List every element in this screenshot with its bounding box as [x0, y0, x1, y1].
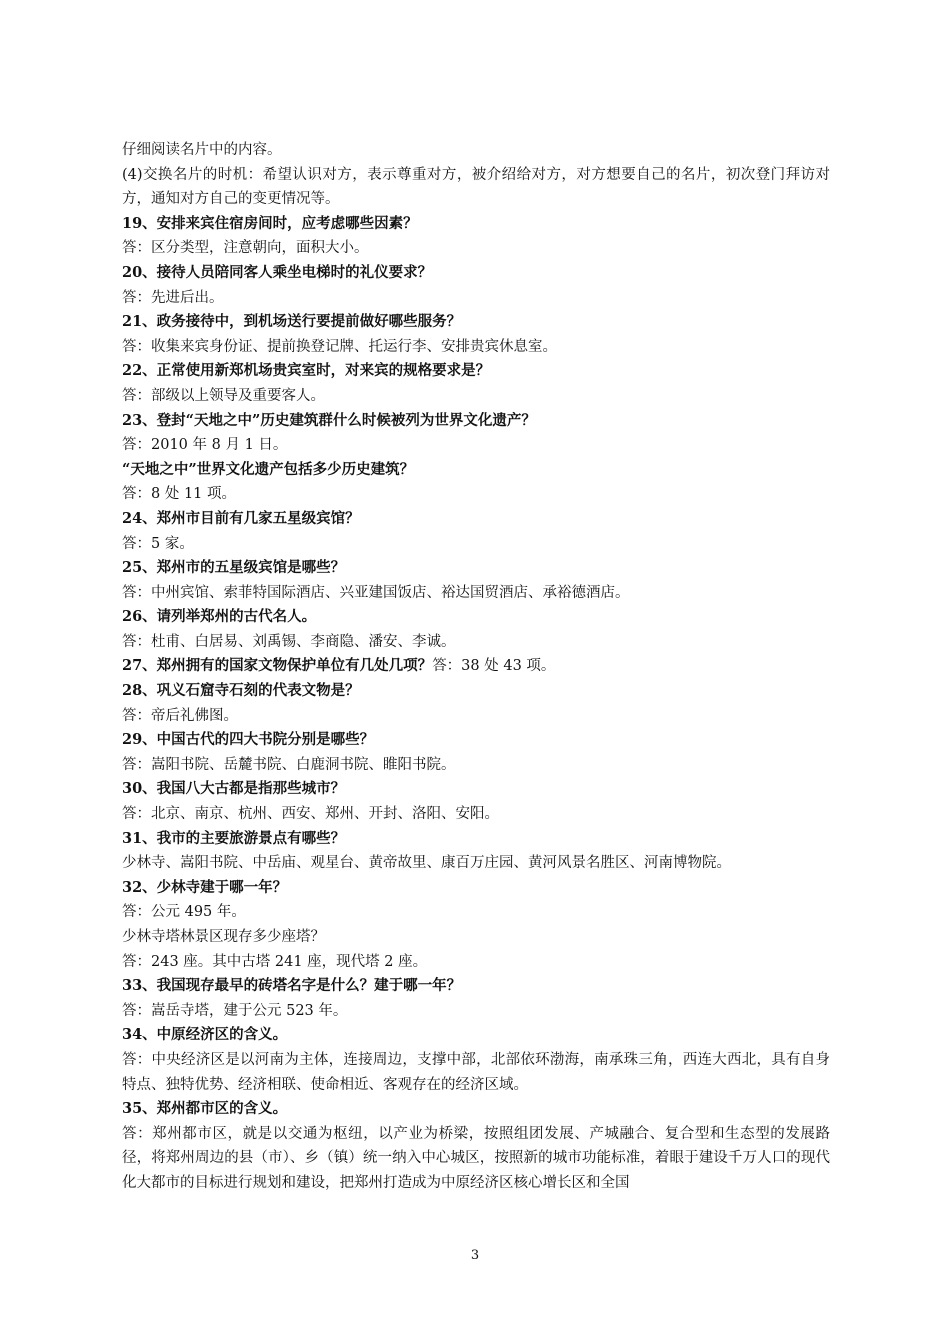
- paragraph: (4)交换名片的时机：希望认识对方，表示尊重对方，被介绍给对方，对方想要自己的名片，初次登门拜访对方，通知对方自己的变更情况等。: [122, 166, 830, 208]
- answer: 答：中州宾馆、索菲特国际酒店、兴亚建国饭店、裕达国贸酒店、承裕德酒店。: [122, 584, 630, 601]
- answer: 答：8 处 11 项。: [122, 486, 237, 503]
- document-page: [122, 138, 830, 1196]
- answer: 答：收集来宾身份证、提前换登记牌、托运行李、安排贵宾休息室。: [122, 338, 557, 355]
- question: 34、中原经济区的含义。: [122, 1026, 288, 1044]
- question: 20、接待人员陪同客人乘坐电梯时的礼仪要求？: [122, 263, 433, 281]
- answer: 答：杜甫、白居易、刘禹锡、李商隐、潘安、李诚。: [122, 633, 456, 650]
- page-number: 3: [470, 1248, 480, 1263]
- answer: 答：5 家。: [122, 535, 194, 552]
- answer: 答：郑州都市区，就是以交通为枢纽，以产业为桥梁，按照组团发展、产城融合、复合型和生态型的发展路径，将郑州周边的县（市）、乡（镇）统一纳入中心城区，按照新的城市功能标准，着眼于建设千万人口的现代化大都市的目标进行规划和建设，把郑州打造成为中原经济区核心增长区和全国: [122, 1125, 830, 1191]
- answer: 少林寺、嵩阳书院、中岳庙、观星台、黄帝故里、康百万庄园、黄河风景名胜区、河南博物院。: [122, 855, 731, 872]
- question: 31、我市的主要旅游景点有哪些？: [122, 829, 346, 847]
- text-line: 仔细阅读名片中的内容。: [122, 142, 282, 158]
- question: 19、安排来宾住宿房间时，应考虑哪些因素？: [122, 214, 418, 232]
- question: 25、郑州市的五星级宾馆是哪些？: [122, 559, 346, 577]
- question: “天地之中”世界文化遗产包括多少历史建筑？: [122, 460, 415, 478]
- question: 24、郑州市目前有几家五星级宾馆？: [122, 509, 360, 527]
- answer: 答：嵩岳寺塔，建于公元 523 年。: [122, 1002, 348, 1019]
- question: 33、我国现存最早的砖塔名字是什么？建于哪一年？: [122, 977, 462, 995]
- answer: 答：中央经济区是以河南为主体，连接周边，支撑中部，北部依环渤海，南承珠三角，西连大西北，具有自身特点、独特优势、经济相联、使命相近、客观存在的经济区域。: [122, 1051, 830, 1093]
- question: 23、登封“天地之中”历史建筑群什么时候被列为世界文化遗产？: [122, 411, 536, 429]
- question: 35、郑州都市区的含义。: [122, 1100, 288, 1118]
- answer: 答：38 处 43 项。: [432, 658, 556, 675]
- question: 22、正常使用新郑机场贵宾室时，对来宾的规格要求是？: [122, 362, 491, 380]
- answer: 答：公元 495 年。: [122, 904, 246, 921]
- question: 32、少林寺建于哪一年？: [122, 878, 288, 896]
- answer: 答：243 座。其中古塔 241 座，现代塔 2 座。: [122, 953, 428, 970]
- answer: 答：嵩阳书院、岳麓书院、白鹿洞书院、睢阳书院。: [122, 756, 456, 773]
- answer: 答：北京、南京、杭州、西安、郑州、开封、洛阳、安阳。: [122, 806, 499, 823]
- question: 21、政务接待中，到机场送行要提前做好哪些服务？: [122, 313, 462, 331]
- question: 27、郑州拥有的国家文物保护单位有几处几项？: [122, 657, 433, 675]
- question: 29、中国古代的四大书院分别是哪些？: [122, 731, 375, 749]
- answer: 答：2010 年 8 月 1 日。: [122, 437, 288, 454]
- answer: 答：先进后出。: [122, 289, 224, 306]
- answer: 答：区分类型，注意朝向，面积大小。: [122, 240, 369, 257]
- question-answer-line: [122, 654, 830, 679]
- answer: 答：部级以上领导及重要客人。: [122, 387, 325, 404]
- question: 少林寺塔林景区现存多少座塔？: [122, 929, 325, 945]
- question: 30、我国八大古都是指那些城市？: [122, 780, 346, 798]
- answer: 答：帝后礼佛图。: [122, 707, 238, 724]
- question: 28、巩义石窟寺石刻的代表文物是？: [122, 682, 360, 700]
- question: 26、请列举郑州的古代名人。: [122, 608, 317, 626]
